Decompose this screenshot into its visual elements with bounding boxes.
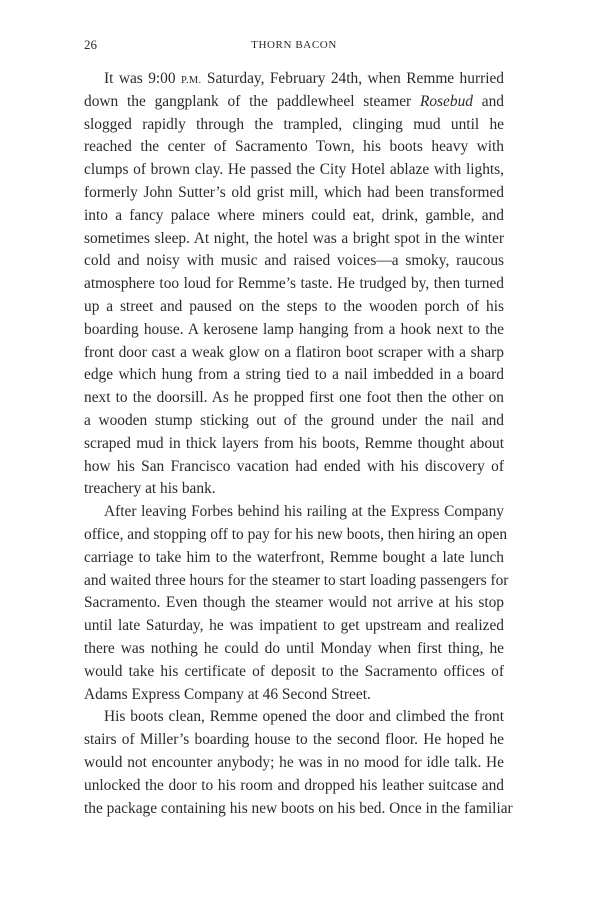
text-line: next to the doorsill. As he propped first one foot then the other on xyxy=(84,389,504,407)
text-line: boarding house. A kerosene lamp hanging from a hook next to the xyxy=(84,320,504,338)
paragraph xyxy=(84,501,509,706)
text-line: carriage to take him to the waterfront, Remme bought a late lunch xyxy=(84,548,504,566)
text-line xyxy=(84,68,504,91)
text-line: formerly John Sutter’s old grist mill, which had been transformed xyxy=(84,183,504,201)
text-line: front door cast a weak glow on a flatiron boot scraper with a sharp xyxy=(84,343,504,361)
text-line: would take his certificate of deposit to the Sacramento offices of xyxy=(84,662,504,680)
text-line: Adams Express Company at 46 Second Street. xyxy=(84,685,371,703)
text-line: clumps of brown clay. He passed the City Hotel ablaze with lights, xyxy=(84,161,504,179)
text-line: up a street and paused on the steps to the wooden porch of his xyxy=(84,297,504,315)
text-line: the package containing his new boots on his bed. Once in the familiar xyxy=(84,799,513,817)
text-run: Saturday, February 24th, when Remme hurried xyxy=(201,70,504,87)
text-line: atmosphere too loud for Remme’s taste. He trudged by, then turned xyxy=(84,275,504,293)
page-number: 26 xyxy=(84,37,97,52)
text-run: and xyxy=(472,92,504,110)
text-line: office, and stopping off to pay for his new boots, then hiring an open xyxy=(84,525,508,543)
text-line: a wooden stump sticking out of the ground under the nail and xyxy=(84,411,504,429)
paragraph xyxy=(84,706,513,820)
text-line: sometimes sleep. At night, the hotel was a bright spot in the winter xyxy=(84,229,504,247)
text-line: His boots clean, Remme opened the door and climbed the front xyxy=(104,708,504,726)
text-line: how his San Francisco vacation had ended with his discovery of xyxy=(84,457,504,475)
text-line: scraped mud in thick layers from his boots, Remme thought about xyxy=(84,434,504,452)
text-line: unlocked the door to his room and dropped his leather suitcase and xyxy=(84,776,504,794)
text-line: reached the center of Sacramento Town, his boots heavy with xyxy=(84,138,504,156)
text-line: After leaving Forbes behind his railing at the Express Company xyxy=(104,503,504,521)
text-line: and waited three hours for the steamer to start loading passengers for xyxy=(84,571,509,589)
running-head xyxy=(84,35,504,55)
text-line: slogged rapidly through the trampled, clinging mud until he xyxy=(84,115,504,133)
text-line: until late Saturday, he was impatient to get upstream and realized xyxy=(84,617,504,635)
text-line: stairs of Miller’s boarding house to the second floor. He hoped he xyxy=(84,731,504,749)
text-run: It was 9:00 xyxy=(104,70,181,87)
text-line: Sacramento. Even though the steamer would not arrive at his stop xyxy=(84,594,504,612)
body-text xyxy=(84,68,513,820)
paragraph xyxy=(84,68,504,501)
running-title: THORN BACON xyxy=(251,39,337,51)
text-line: edge which hung from a string tied to a nail imbedded in a board xyxy=(84,366,504,384)
ship-name: Rosebud xyxy=(419,92,473,110)
text-line: would not encounter anybody; he was in no mood for idle talk. He xyxy=(84,753,504,771)
text-line: treachery at his bank. xyxy=(84,480,216,498)
text-line: into a fancy palace where miners could eat, drink, gamble, and xyxy=(84,206,504,224)
small-caps-run: P.M. xyxy=(180,75,202,86)
text-line: cold and noisy with music and raised voices—a smoky, raucous xyxy=(84,252,504,270)
text-run: down the gangplank of the paddlewheel steamer xyxy=(84,92,420,110)
text-line: there was nothing he could do until Monday when first thing, he xyxy=(84,639,504,657)
text-line xyxy=(84,91,504,114)
